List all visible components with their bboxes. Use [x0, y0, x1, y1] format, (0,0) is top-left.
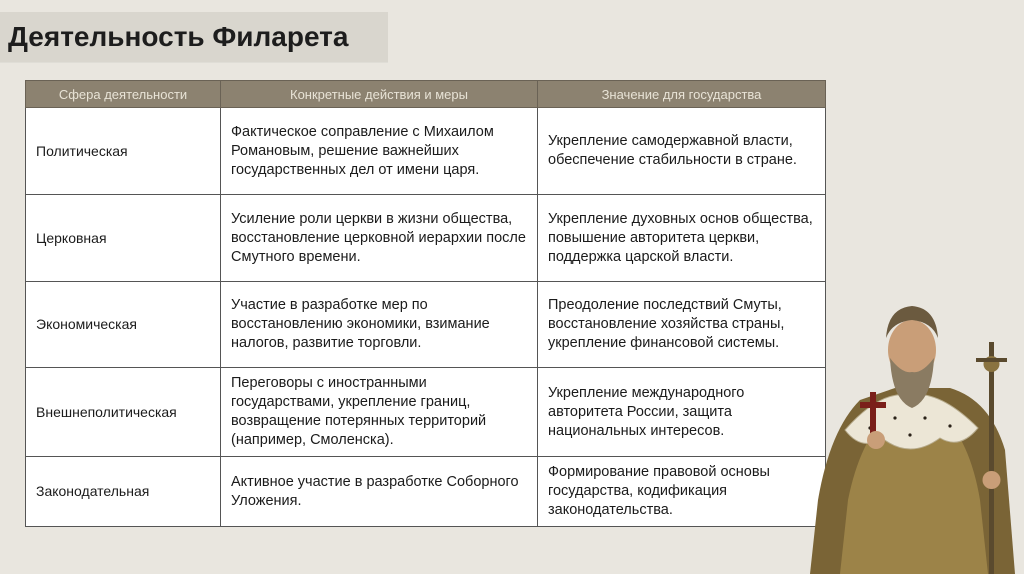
cell-significance: Укрепление международного авторитета России, защита национальных интересов.: [538, 368, 826, 457]
header-sphere: Сфера деятельности: [26, 81, 221, 108]
cell-sphere: Церковная: [26, 195, 221, 282]
table-row: [26, 368, 826, 457]
header-significance: Значение для государства: [538, 81, 826, 108]
title-banner: [0, 12, 388, 62]
patriarch-portrait: [800, 300, 1024, 574]
header-actions: Конкретные действия и меры: [221, 81, 538, 108]
cell-significance: Формирование правовой основы государства, кодификация законодательства.: [538, 457, 826, 527]
cell-significance: Укрепление самодержавной власти, обеспечение стабильности в стране.: [538, 108, 826, 195]
cell-actions: Усиление роли церкви в жизни общества, восстановление церковной иерархии после Смутного времени.: [221, 195, 538, 282]
table-header-row: [26, 81, 826, 108]
cell-significance: Преодоление последствий Смуты, восстановление хозяйства страны, укрепление финансовой системы.: [538, 282, 826, 368]
cell-actions: Активное участие в разработке Соборного Уложения.: [221, 457, 538, 527]
page-title: Деятельность Филарета: [8, 21, 349, 52]
table-row: [26, 282, 826, 368]
cell-actions: Переговоры с иностранными государствами, укрепление границ, возвращение потерянных территорий (например, Смоленска).: [221, 368, 538, 457]
cell-sphere: Внешнеполитическая: [26, 368, 221, 457]
cell-actions: Фактическое соправление с Михаилом Романовым, решение важнейших государственных дел от имени царя.: [221, 108, 538, 195]
table-row: [26, 108, 826, 195]
cell-sphere: Экономическая: [26, 282, 221, 368]
cell-actions: Участие в разработке мер по восстановлению экономики, взимание налогов, развитие торговли.: [221, 282, 538, 368]
cell-significance: Укрепление духовных основ общества, повышение авторитета церкви, поддержка царской власти.: [538, 195, 826, 282]
table-row: [26, 195, 826, 282]
cell-sphere: Законодательная: [26, 457, 221, 527]
cell-sphere: Политическая: [26, 108, 221, 195]
table-row: [26, 457, 826, 527]
activity-table: [25, 80, 826, 527]
